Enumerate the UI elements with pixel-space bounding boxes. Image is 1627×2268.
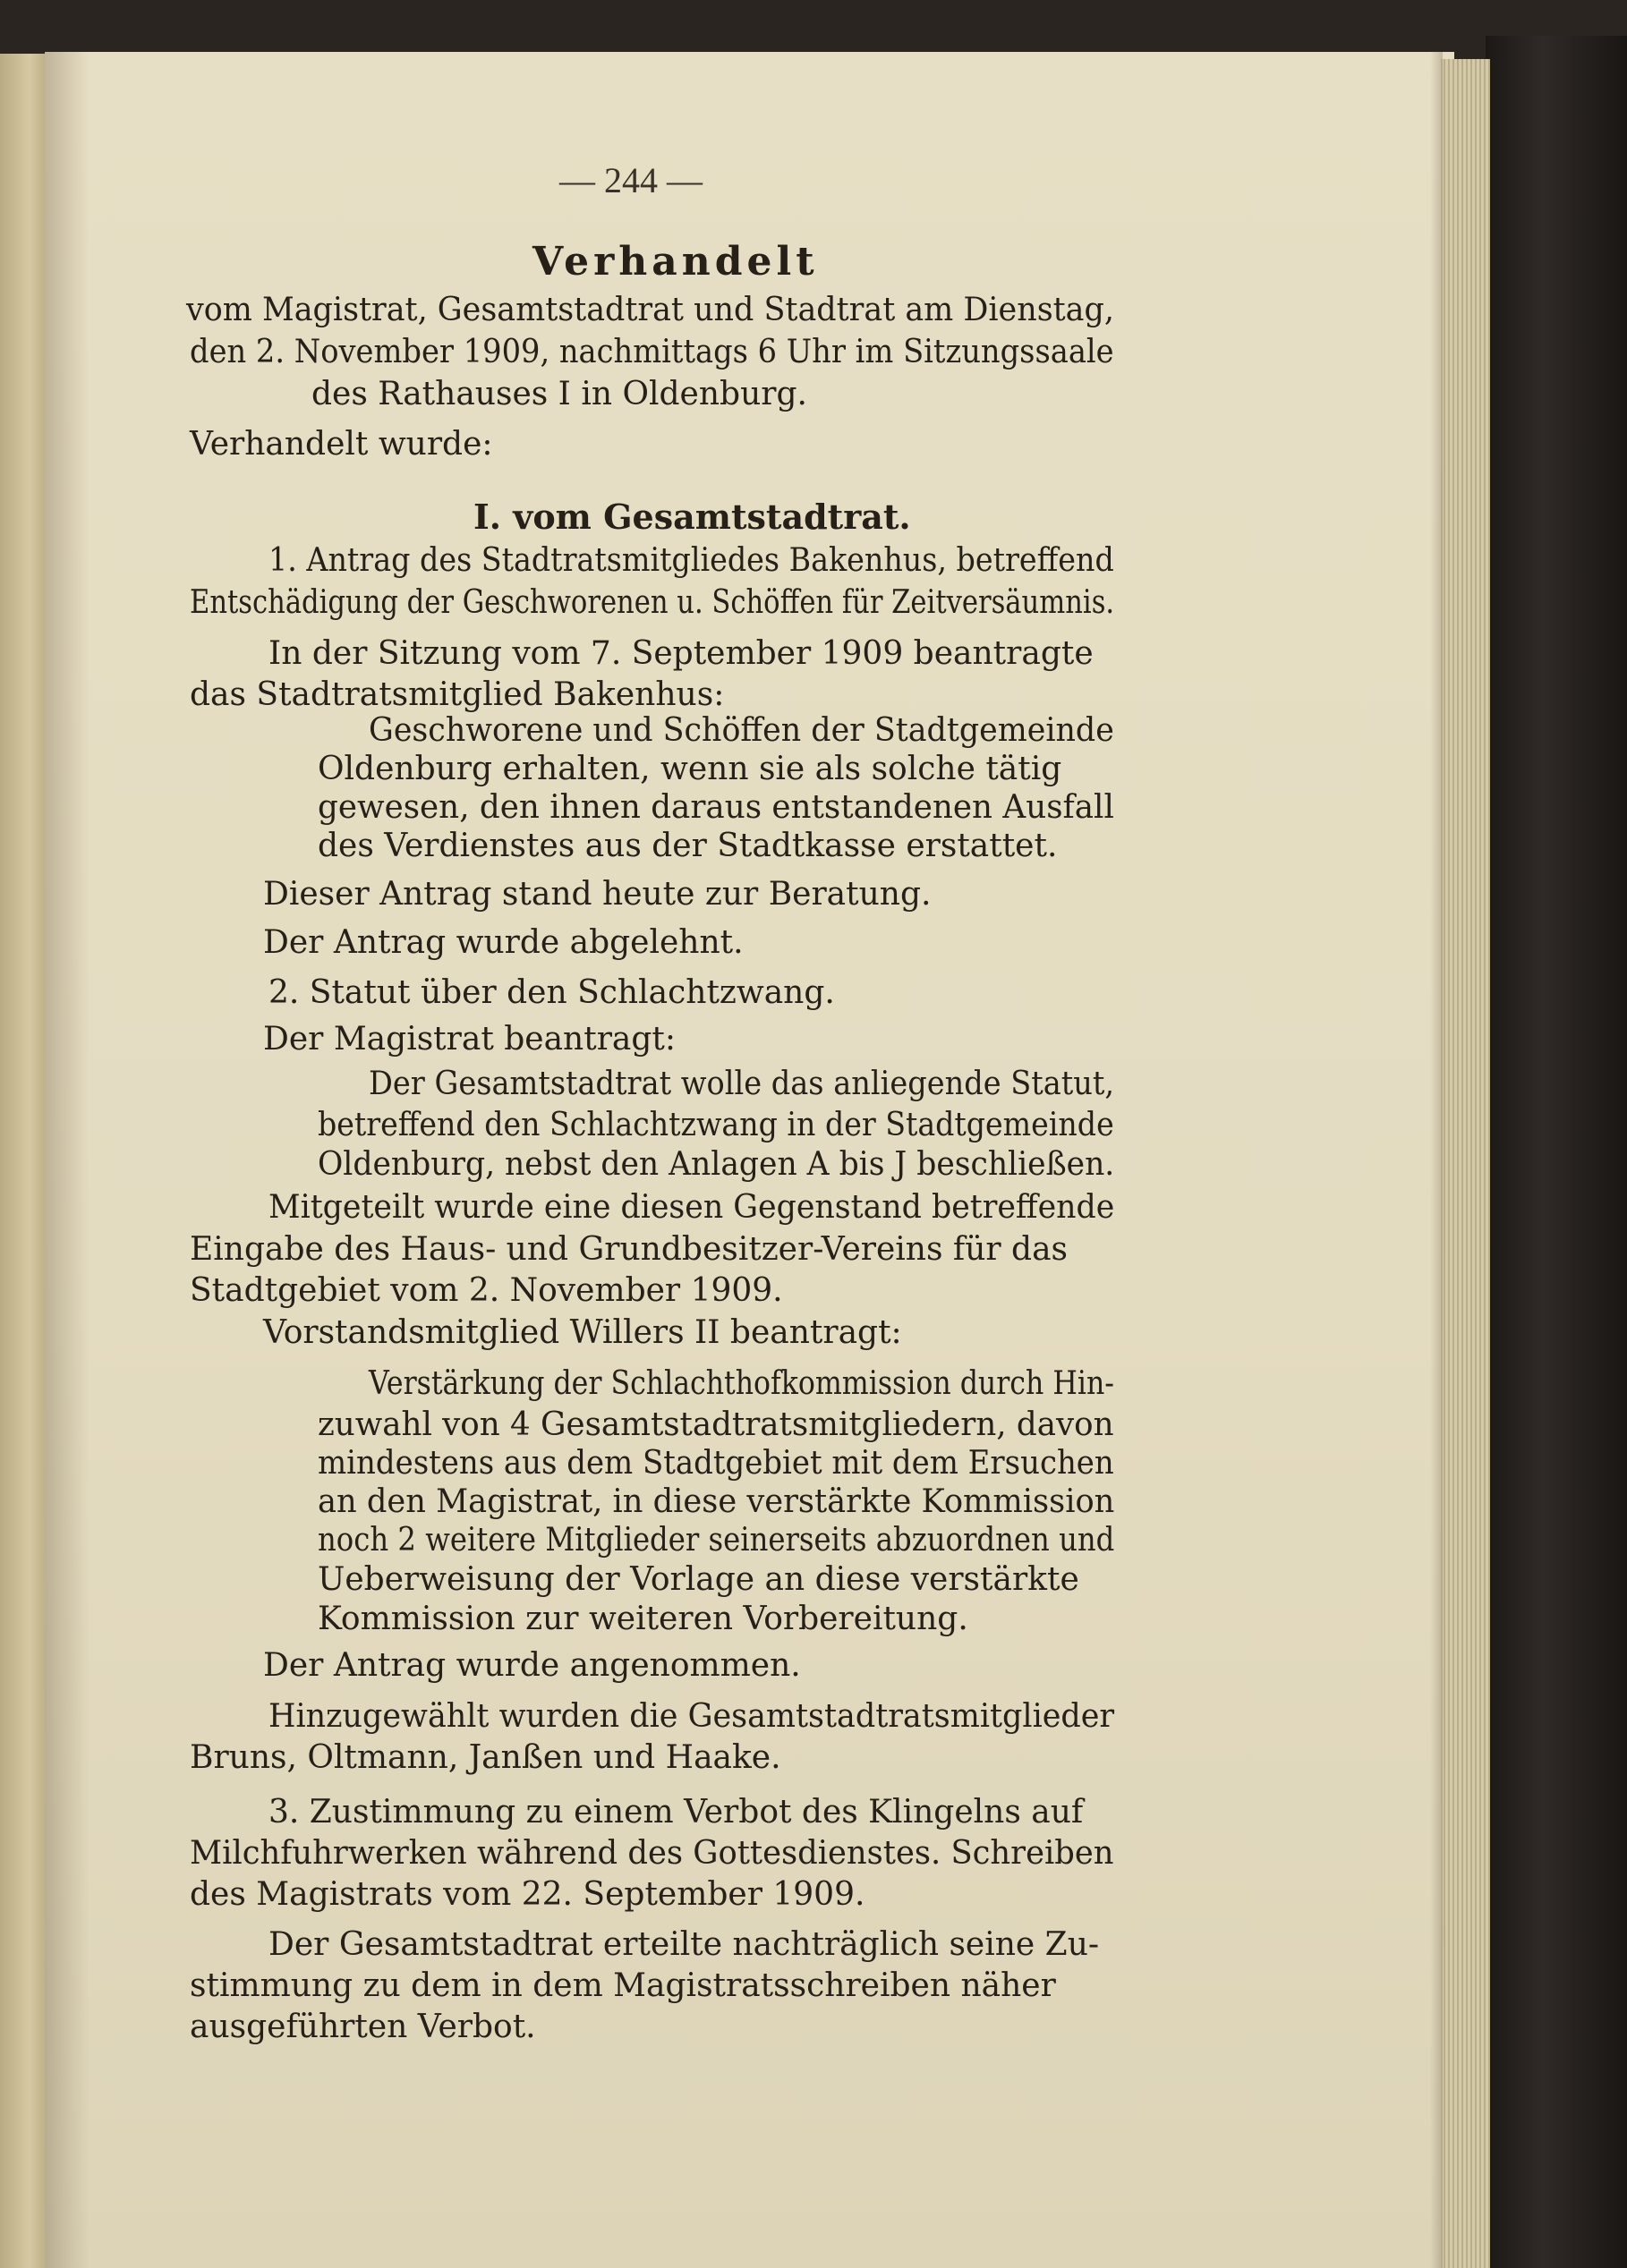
body-line: Der Antrag wurde abgelehnt. bbox=[263, 924, 744, 961]
quote-line: Kommission zur weiteren Vorbereitung. bbox=[318, 1601, 968, 1637]
quote-line: Ueberweisung der Vorlage an diese verstärkte bbox=[318, 1561, 1079, 1598]
page-number: — 244 — bbox=[559, 160, 703, 200]
quote-line: Der Gesamtstadtrat wolle das anliegende Statut, bbox=[369, 1066, 1115, 1102]
quote-line: gewesen, den ihnen daraus entstandenen Ausfall bbox=[318, 789, 1114, 826]
section-title: I. vom Gesamtstadtrat. bbox=[473, 497, 911, 537]
quote-line: Oldenburg, nebst den Anlagen A bis J beschließen. bbox=[318, 1146, 1115, 1183]
heading-line: den 2. November 1909, nachmittags 6 Uhr im Sitzungssaale bbox=[190, 334, 1114, 370]
facing-page-edge bbox=[0, 54, 49, 2268]
body-line: Der Magistrat beantragt: bbox=[263, 1021, 677, 1058]
body-line: Dieser Antrag stand heute zur Beratung. bbox=[263, 876, 932, 913]
body-line: des Magistrats vom 22. September 1909. bbox=[190, 1876, 865, 1913]
quote-line: des Verdienstes aus der Stadtkasse erstattet. bbox=[318, 828, 1058, 864]
body-line: Eingabe des Haus- und Grundbesitzer-Vereins für das bbox=[190, 1231, 1069, 1268]
quote-line: Oldenburg erhalten, wenn sie als solche tätig bbox=[318, 751, 1062, 787]
quote-line: an den Magistrat, in diese verstärkte Kommission bbox=[318, 1483, 1115, 1520]
heading-line: vom Magistrat, Gesamtstadtrat und Stadtrat am Dienstag, bbox=[186, 292, 1114, 328]
page-gutter-shadow bbox=[45, 52, 89, 2268]
body-line: Bruns, Oltmann, Janßen und Haake. bbox=[190, 1739, 781, 1776]
body-line: Entschädigung der Geschworenen u. Schöffen für Zeitversäumnis. bbox=[190, 584, 1115, 621]
heading-line: Verhandelt wurde: bbox=[190, 426, 493, 463]
body-line: Milchfuhrwerken während des Gottesdienstes. Schreiben bbox=[190, 1835, 1114, 1872]
quote-line: noch 2 weitere Mitglieder seinerseits abzuordnen und bbox=[318, 1522, 1115, 1559]
quote-line: betreffend den Schlachtzwang in der Stadtgemeinde bbox=[318, 1107, 1114, 1143]
quote-line: mindestens aus dem Stadtgebiet mit dem Ersuchen bbox=[318, 1445, 1114, 1482]
page-edge-shadow bbox=[1430, 52, 1443, 2268]
book-cover-edge bbox=[1486, 36, 1627, 2268]
body-line: ausgeführten Verbot. bbox=[190, 2009, 536, 2045]
heading-line: des Rathauses I in Oldenburg. bbox=[311, 376, 807, 412]
body-line: das Stadtratsmitglied Bakenhus: bbox=[190, 676, 725, 713]
body-line: 2. Statut über den Schlachtzwang. bbox=[268, 974, 835, 1011]
document-title: Verhandelt bbox=[532, 239, 819, 285]
quote-line: zuwahl von 4 Gesamtstadtratsmitgliedern, davon bbox=[318, 1406, 1114, 1443]
body-line: 1. Antrag des Stadtratsmitgliedes Bakenhus, betreffend bbox=[268, 542, 1114, 579]
body-line: Der Antrag wurde angenommen. bbox=[263, 1647, 801, 1684]
quote-line: Verstärkung der Schlachthofkommission durch Hin- bbox=[369, 1365, 1114, 1402]
body-line: stimmung zu dem in dem Magistratsschreiben näher bbox=[190, 1967, 1056, 2004]
body-line: Hinzugewählt wurden die Gesamtstadtratsmitglieder bbox=[268, 1698, 1115, 1735]
page-edge-stack bbox=[1441, 59, 1490, 2268]
quote-line: Geschworene und Schöffen der Stadtgemeinde bbox=[369, 712, 1114, 749]
body-line: Der Gesamtstadtrat erteilte nachträglich seine Zu- bbox=[268, 1926, 1100, 1963]
body-line: In der Sitzung vom 7. September 1909 beantragte bbox=[268, 635, 1094, 672]
body-line: Stadtgebiet vom 2. November 1909. bbox=[190, 1272, 783, 1309]
body-line: Mitgeteilt wurde eine diesen Gegenstand betreffende bbox=[268, 1189, 1115, 1226]
body-line: Vorstandsmitglied Willers II beantragt: bbox=[263, 1314, 902, 1351]
body-line: 3. Zustimmung zu einem Verbot des Klingelns auf bbox=[268, 1794, 1084, 1831]
